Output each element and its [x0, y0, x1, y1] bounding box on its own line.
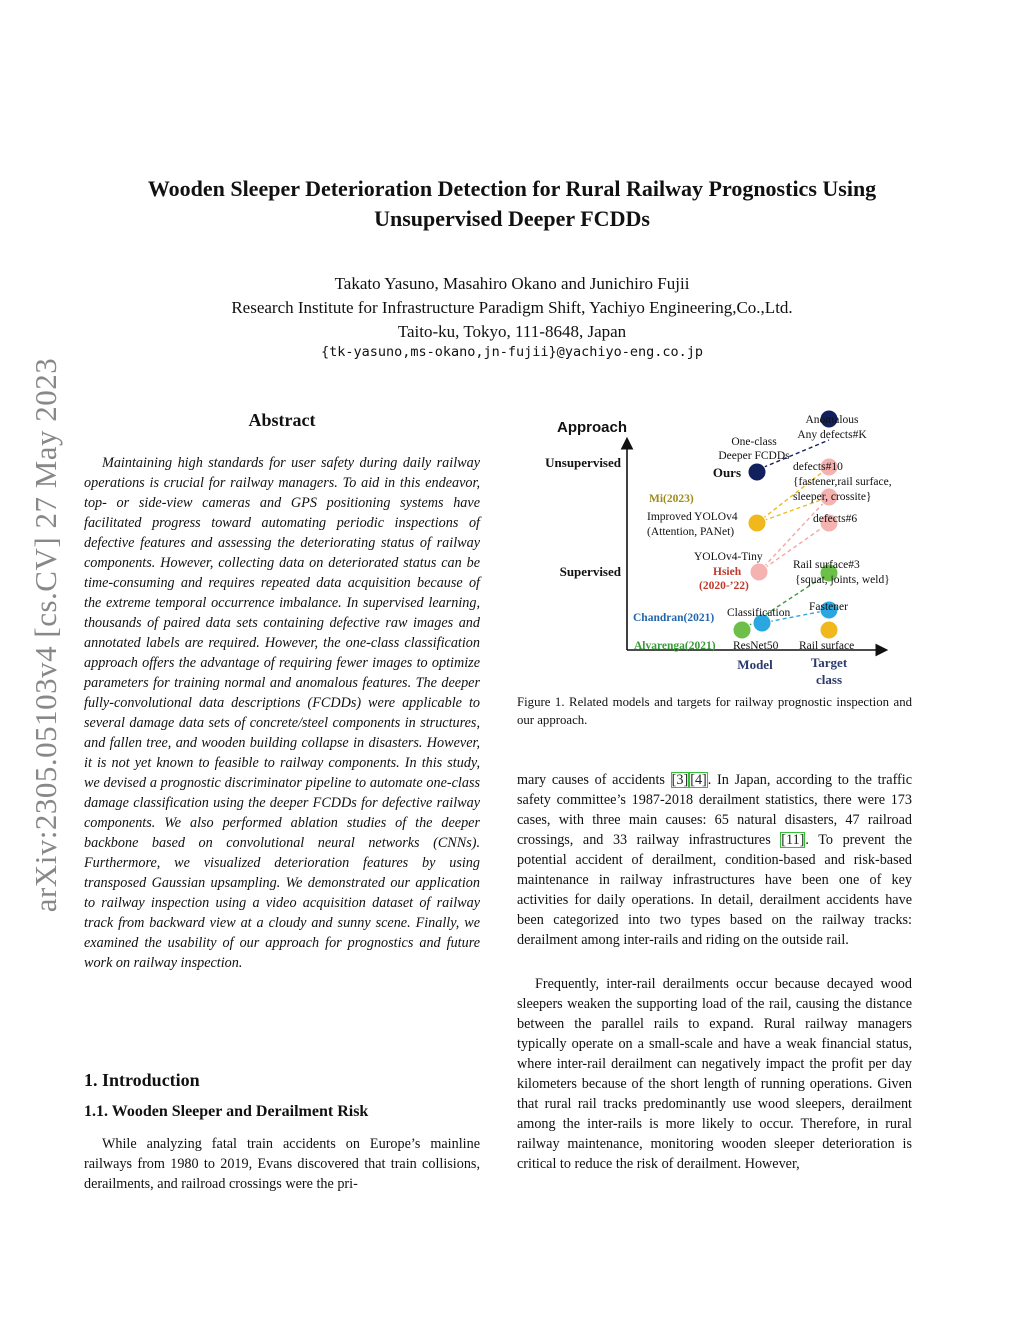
- arxiv-sidebar-stamp: [16, 335, 76, 935]
- alvarenga-label: Alvarenga(2021): [634, 640, 716, 652]
- affiliation: Research Institute for Infrastructure Paradigm Shift, Yachiyo Engineering,Co.,Ltd.: [231, 298, 793, 317]
- axis-approach-label: Approach: [557, 419, 628, 436]
- defects10-detail-2: sleeper, crossite}: [793, 491, 872, 503]
- figure-caption: Figure 1. Related models and targets for railway prognostic inspection and our approach.: [517, 695, 912, 727]
- axis-model-label: Model: [737, 657, 773, 672]
- mi-model-2: (Attention, PANet): [647, 526, 735, 538]
- subsection-heading: 1.1. Wooden Sleeper and Derailment Risk: [84, 1103, 369, 1120]
- citation-4[interactable]: [4]: [690, 772, 707, 788]
- email: {tk-yasuno,ms-okano,jn-fujii}@yachiyo-eng.co.jp: [320, 344, 703, 360]
- hsieh-years-label: (2020-’22): [699, 580, 749, 592]
- chandran-label: Chandran(2021): [633, 612, 715, 624]
- mi-label: Mi(2023): [649, 493, 694, 505]
- right-p1-start: mary causes of accidents: [517, 772, 671, 788]
- ours-label: Ours: [712, 465, 741, 480]
- address: Taito-ku, Tokyo, 111-8648, Japan: [397, 322, 627, 341]
- mi-model-1: Improved YOLOv4: [647, 511, 738, 523]
- oneclass-label: One-class: [731, 436, 777, 448]
- anomalous-label: Anomalous: [805, 414, 859, 426]
- axis-class-label: class: [816, 672, 842, 687]
- figure-1: [517, 405, 917, 690]
- intro-paragraph: While analyzing fatal train accidents on Europe’s mainline railways from 1980 to 2019, Evans discovered that train collisions, derailments, and railroad crossings were the pri-: [84, 1136, 480, 1192]
- rail-surface-label: Rail surface: [799, 640, 855, 652]
- abstract-text: Maintaining high standards for user safety during daily railway operations is crucial for railway managers. To aid in this endeavor, top- or side-view cameras and GPS positioning systems have facilitated progress toward automating periodic inspections of defective features and assessing the deteriorating status of railway components. However, collecting data on deteriorated status can be time-consuming and requires repeated data acquisition because of the extreme temporal occurrence imbalance. In supervised learning, thousands of paired data sets containing defective raw images and annotated labels are required. However, the one-class classification approach offers the advantage of requiring fewer images to optimize parameters for training normal and anomalous features. The deeper fully-convolutional data descriptions (FCDDs) were applicable to several damage data sets of concrete/steel components in structures, and fallen tree, and wooden building collapse in disasters. However, it is not yet known to feasible to railway components. In this study, we devised a prognostic discriminator pipeline to automate one-class damage classification using the deeper FCDDs for defective railway components. We also performed ablation studies of the deeper backbone based on convolutional neural networks (CNNs). Furthermore, we visualized deterioration features by using transposed Gaussian upsampling. We demonstrated our application to railway inspection using a video acquisition dataset of railway track from backward view at a cloudy and sunny scene. Finally, we examined the usability of our approach for prognostics and future work on railway inspection.: [84, 455, 480, 971]
- railsurface3-label: Rail surface#3: [793, 559, 860, 571]
- abstract-heading: Abstract: [248, 410, 316, 430]
- railsurface3-detail: {squat, joints, weld}: [795, 574, 890, 586]
- ours-point: [748, 463, 766, 481]
- hsieh-point: [750, 563, 768, 581]
- mi-point: [748, 514, 766, 532]
- title-line-2: Unsupervised Deeper FCDDs: [374, 206, 650, 231]
- title-line-1: Wooden Sleeper Deterioration Detection for Rural Railway Prognostics Using: [147, 176, 877, 201]
- right-paragraph-2: Frequently, inter-rail derailments occur because decayed wood sleepers weaken the supporting load of the rail, causing the distance between the parallel rails to expand. Rural railway managers typically operate on a small-scale and have a weak financial status, where inter-rail derailment can negatively impact the profit per day kilometers because of the short length of running operations. Given that rural rail tracks predominantly use wood sleepers, derailment among the inter-rails is more likely to occur. Therefore, in rural railway maintenance, monitoring wooden sleeper deterioration is critical to reduce the risk of derailment. However,: [517, 976, 912, 1172]
- fastener-label: Fastener: [809, 601, 848, 613]
- resnet50-label: ResNet50: [733, 640, 779, 652]
- rail-surface-point: [820, 621, 838, 639]
- citation-11[interactable]: [11]: [781, 832, 805, 848]
- authors: Takato Yasuno, Masahiro Okano and Junichiro Fujii: [334, 274, 690, 293]
- section-heading-introduction: 1. Introduction: [84, 1070, 200, 1090]
- hsieh-label: Hsieh: [713, 566, 742, 578]
- axis-supervised-label: Supervised: [559, 564, 621, 579]
- defects6-label: defects#6: [813, 513, 858, 525]
- classification-label: Classification: [727, 607, 791, 619]
- paper-title: [80, 174, 944, 234]
- axis-unsupervised-label: Unsupervised: [545, 455, 621, 470]
- right-p1-end: . To prevent the potential accident of derailment, condition-based and risk-based maintenance in railway infrastructures have been one of key activities for daily operations. In detail, derailment accidents have been categorized into two types based on the railway tracks: derailment among inter-rails and riding on the outside rail.: [517, 832, 912, 948]
- defects10-label: defects#10: [793, 461, 843, 473]
- defects10-detail-1: {fastener,rail surface,: [793, 476, 892, 488]
- arxiv-id: arXiv:2305.05103v4 [cs.CV] 27 May 2023: [28, 357, 63, 913]
- citation-3[interactable]: [3]: [671, 772, 689, 788]
- right-paragraph-1: [517, 770, 912, 950]
- alvarenga-point: [733, 621, 751, 639]
- anomalous-defects-label: Any defects#K: [797, 429, 867, 441]
- yolo-tiny-label: YOLOv4-Tiny: [694, 551, 763, 563]
- right-p1-middle: . In Japan, according to the traffic safety committee’s 1987-2018 derailment statistics, there were 173 cases, with three main causes: 65 natural disasters, 47 railroad crossings, and 33 railway infrastructures: [517, 772, 912, 848]
- deeper-fcdds-label: Deeper FCDDs: [718, 450, 790, 462]
- author-block: [100, 272, 924, 344]
- axis-target-label: Target: [810, 655, 848, 670]
